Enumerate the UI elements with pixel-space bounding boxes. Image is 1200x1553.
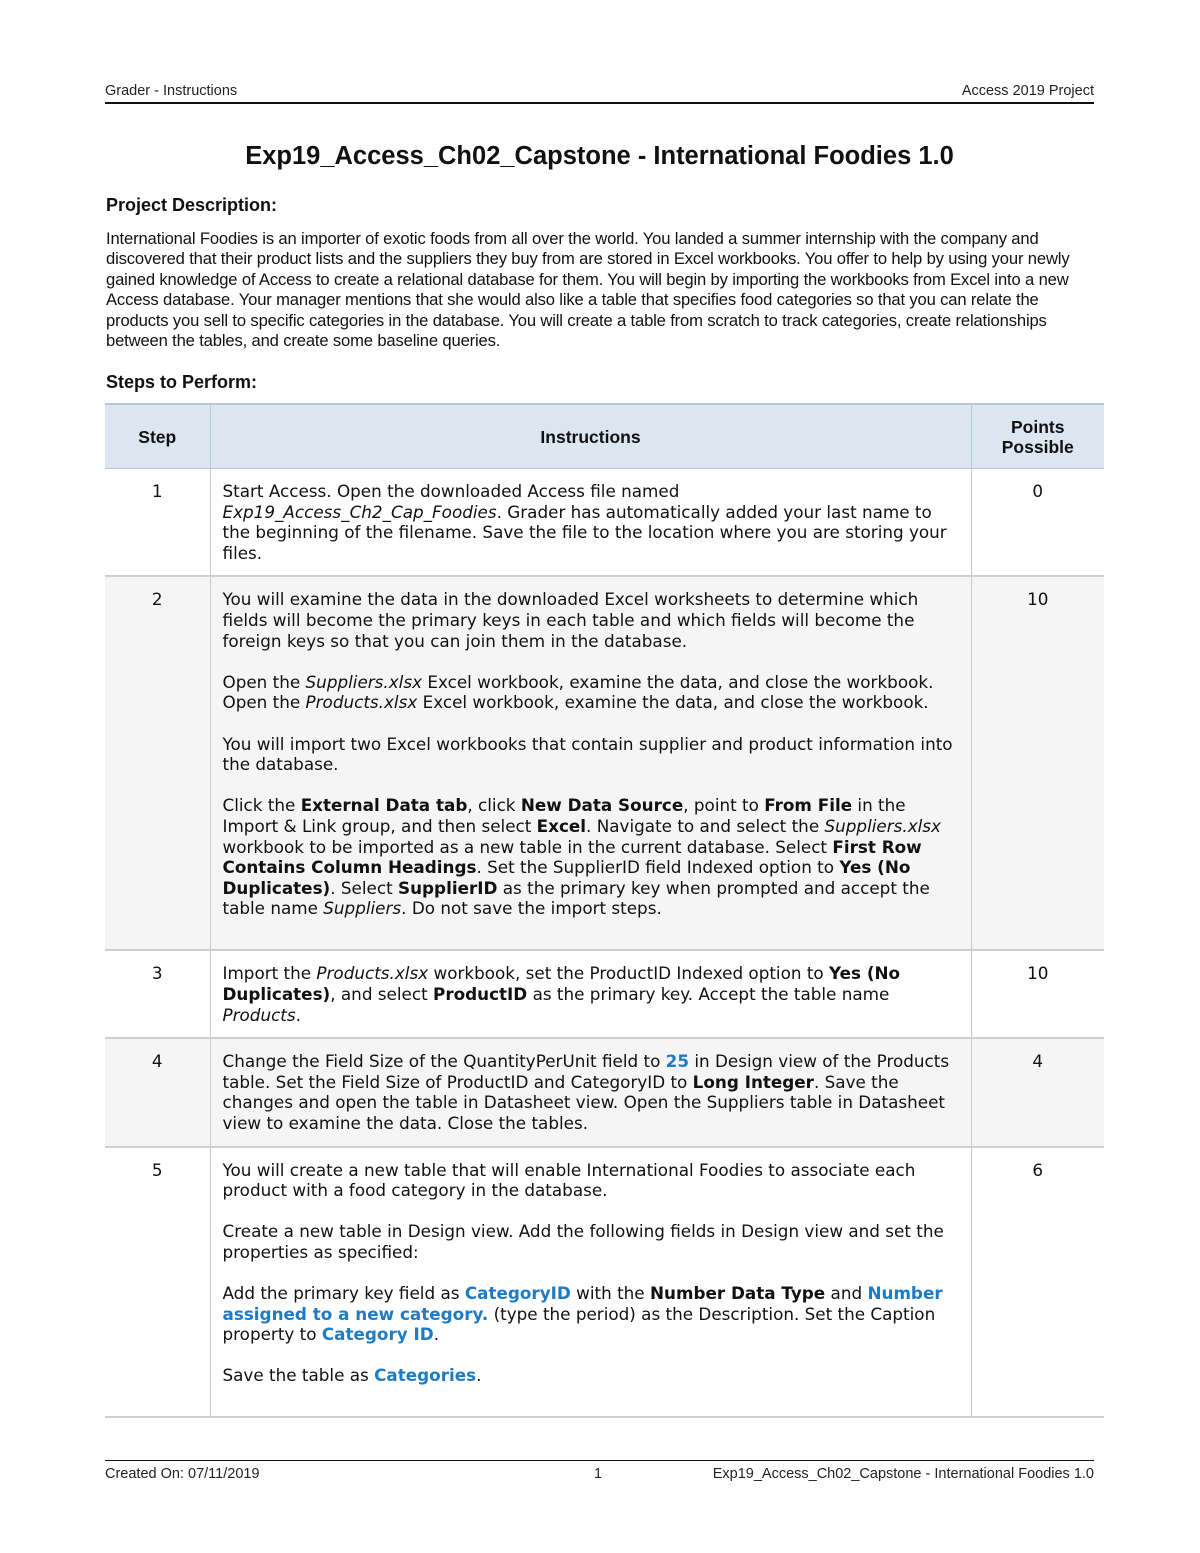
typed-value: Category ID [321,1324,434,1345]
footer-created-date: Created On: 07/11/2019 [105,1466,260,1482]
table-row [105,469,1104,577]
bold-term: Excel [536,815,587,836]
instruction-paragraph: Create a new table in Design view. Add the following fields in Design view and set the properties as specified: [222,1221,944,1262]
text-run: as the primary key when prompted and accept the table name [222,877,930,919]
text-run: Save the table as [222,1365,375,1386]
instruction-paragraph [223,1283,959,1345]
bold-term: Number Data Type [649,1283,826,1304]
text-run: in the Import & Link group, and then select [222,795,906,836]
file-name: Suppliers.xlsx [305,671,423,692]
text-run: as the primary key. Accept the table name [527,983,890,1004]
header-step: Step [105,404,210,469]
header-points-line1: Points [1011,416,1065,437]
table-name: Products [222,1004,296,1025]
document-title: Exp19_Access_Ch02_Capstone - International Foodies 1.0 [245,142,954,170]
bold-term: From File [764,795,853,816]
step-points: 0 [971,469,1104,577]
bold-term: ProductID [433,983,528,1004]
typed-value: Categories [374,1365,477,1386]
text-run: Import the [222,963,317,984]
steps-table [105,403,1104,1418]
text-run: . Select [330,877,399,898]
table-header-row [105,404,1104,469]
instruction-paragraph [223,1365,959,1386]
instruction-paragraph [223,672,959,713]
header-right: Access 2019 Project [961,83,1094,99]
steps-heading: Steps to Perform: [106,372,258,392]
bold-term: Long Integer [692,1071,814,1092]
bold-term: External Data tab [300,795,468,816]
footer-document-name: Exp19_Access_Ch02_Capstone - International Foodies 1.0 [712,1466,1094,1482]
table-row [105,1147,1104,1417]
text-run: with the [570,1283,650,1304]
project-description-heading: Project Description: [106,195,278,215]
text-run: and [825,1283,868,1304]
file-name: Suppliers.xlsx [824,815,941,836]
text-run: . [295,1004,301,1025]
typed-value: 25 [665,1051,690,1072]
step-instructions [210,576,971,950]
table-row [105,1038,1104,1146]
footer-page-number: 1 [594,1466,603,1482]
header-left: Grader - Instructions [105,83,238,99]
typed-value: Number assigned to a new category. [222,1283,943,1324]
text-run: Add the primary key field as [222,1283,465,1304]
text-run: in Design view of the Products table. Set the Field Size of ProductID and CategoryID to [222,1051,950,1092]
instruction-paragraph: You will import two Excel workbooks that contain supplier and product information into the database. [222,733,953,775]
instruction-paragraph [223,963,959,1025]
text-run: , point to [683,795,765,816]
text-run: Excel workbook, examine the data, and close the workbook. Open the [222,671,934,713]
text-run: Click the [222,795,301,816]
step-points: 6 [971,1147,1104,1417]
text-run: . [433,1324,440,1345]
step-number: 4 [105,1038,210,1146]
table-row [105,950,1104,1038]
step-number: 3 [105,950,210,1038]
text-run: Start Access. Open the downloaded Access file named [222,481,680,501]
text-run: Change the Field Size of the QuantityPerUnit field to [222,1051,666,1072]
text-run: Open the [222,671,306,692]
step-instructions [210,469,971,577]
text-run: . [476,1365,482,1386]
instruction-paragraph [223,795,959,919]
step-instructions [210,1038,971,1146]
step-points: 4 [971,1038,1104,1146]
instruction-paragraph [223,481,959,563]
project-description-text: International Foodies is an importer of exotic foods from all over the world. You landed a summer internship with the company and discovered that their product lists and the suppliers they buy from are stored in Excel workbooks. You offer to help by using your newly gained knowledge of Access to create a relational database for them. You will begin by importing the workbooks from Excel into a new Access database. Your manager mentions that she would also like a table that specifies food categories so that you can relate the products you sell to specific categories in the database. You will create a table from scratch to track categories, create relationships between the tables, and create some baseline queries. [106,229,1070,351]
file-name: Products.xlsx [316,963,429,984]
text-run: workbook, set the ProductID Indexed option to [428,963,830,984]
bold-term: SupplierID [398,877,498,898]
step-instructions [210,950,971,1038]
text-run: . Save the changes and open the table in Datasheet view. Open the Suppliers table in Datasheet view to examine the data. Close the tables. [222,1071,945,1133]
page-footer [105,1460,1094,1487]
text-run: . Set the SupplierID field Indexed option to [476,857,840,878]
step-points: 10 [971,576,1104,950]
text-run: . Grader has automatically added your last name to the beginning of the filename. Save the file to the location where you are storing your files. [222,501,947,563]
step-instructions [210,1147,971,1417]
instruction-paragraph: You will create a new table that will enable International Foodies to associate each product with a food category in the database. [222,1159,916,1201]
step-points: 10 [971,950,1104,1038]
instruction-paragraph: You will examine the data in the downloaded Excel worksheets to determine which fields will become the primary keys in each table and which fields will become the foreign keys so that you can join them in the database. [222,589,919,651]
bold-term: First Row Contains Column Headings [222,836,922,878]
text-run: , click [467,795,521,816]
bold-term: Yes (No Duplicates) [222,857,911,898]
text-run: . Navigate to and select the [586,815,825,836]
text-run: . Do not save the import steps. [401,898,662,919]
step-number: 1 [105,469,210,577]
text-run: workbook to be imported as a new table in the current database. Select [222,836,833,857]
step-number: 2 [105,576,210,950]
page-header [105,83,1094,104]
instruction-paragraph [223,1051,959,1133]
table-name: Suppliers [323,898,402,919]
header-points [971,404,1104,469]
header-instructions: Instructions [210,404,971,469]
text-run: , and select [330,983,434,1004]
bold-term: Yes (No Duplicates) [222,963,901,1004]
text-run: Excel workbook, examine the data, and close the workbook. [417,692,929,713]
step-number: 5 [105,1147,210,1417]
typed-value: CategoryID [464,1283,571,1304]
table-row [105,576,1104,950]
file-name: Products.xlsx [305,692,418,713]
header-points-line2: Possible [1001,436,1074,457]
text-run: (type the period) as the Description. Set the Caption property to [222,1303,936,1345]
file-name: Exp19_Access_Ch2_Cap_Foodies [222,501,497,522]
bold-term: New Data Source [520,795,684,816]
